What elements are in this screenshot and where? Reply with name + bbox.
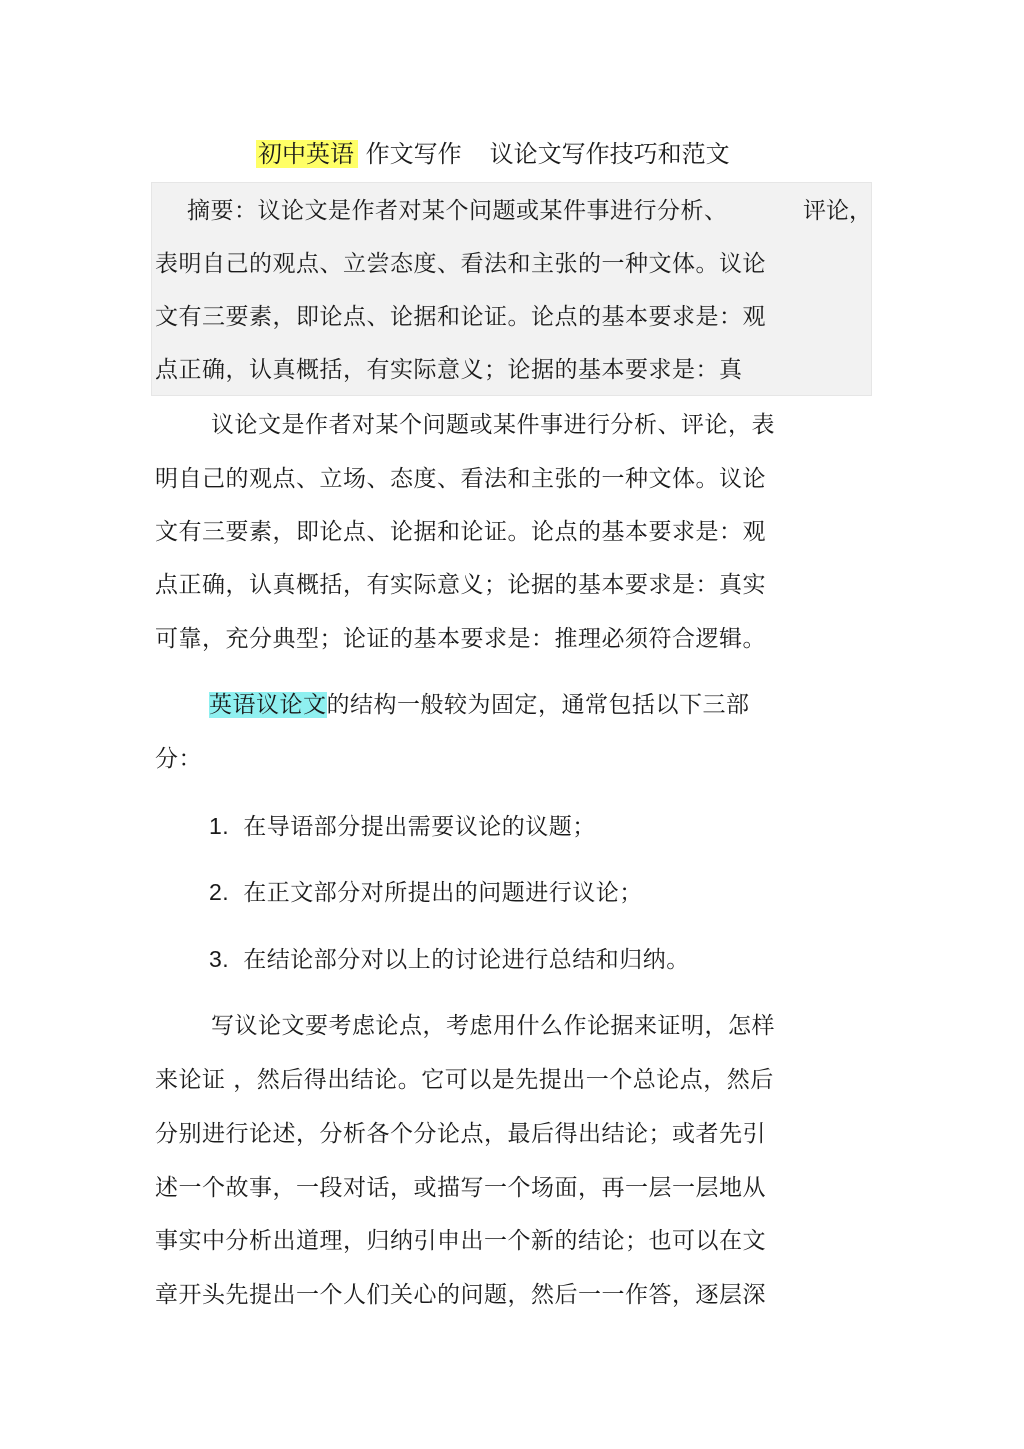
paragraph2-highlight: 英语议论文 [209, 692, 327, 718]
paragraph1-line-4: 点正确，认真概括，有实际意义；论据的基本要求是：真实 [155, 572, 766, 598]
abstract-comment: 评论， [803, 198, 872, 224]
list-text: 在结论部分对以上的讨论进行总结和归纳。 [243, 947, 690, 973]
title-part2: 议论文写作技巧和范文 [489, 140, 730, 168]
paragraph3-line-6: 章开头先提出一个人们关心的问题，然后一一作答，逐层深 [155, 1282, 766, 1308]
paragraph3-line-4: 述一个故事，一段对话，或描写一个场面，再一层一层地从 [155, 1175, 766, 1201]
title-highlight: 初中英语 [256, 140, 358, 168]
list-number: 2. [209, 879, 230, 905]
paragraph3-line-1: 写议论文要考虑论点，考虑用什么作论据来证明，怎样 [211, 1013, 775, 1039]
paragraph1-line-5: 可靠，充分典型；论证的基本要求是：推理必须符合逻辑。 [155, 626, 766, 652]
abstract-line-3: 文有三要素，即论点、论据和论证。论点的基本要求是：观 [155, 304, 766, 330]
paragraph3-line-3: 分别进行论述，分析各个分论点，最后得出结论；或者先引 [155, 1121, 766, 1147]
list-number: 3. [209, 946, 230, 972]
document-title [256, 137, 730, 171]
paragraph2-line-1 [209, 690, 750, 720]
paragraph2-line-2: 分： [155, 746, 202, 772]
list-item-1 [209, 811, 596, 842]
title-part1: 作文写作 [365, 140, 462, 168]
list-item-2 [209, 877, 643, 908]
list-text: 在正文部分对所提出的问题进行议论； [243, 880, 643, 906]
list-item-3 [209, 944, 690, 975]
abstract-line-2: 表明自己的观点、立尝态度、看法和主张的一种文体。议论 [155, 251, 766, 277]
list-text: 在导语部分提出需要议论的议题； [243, 814, 596, 840]
paragraph1-line-3: 文有三要素，即论点、论据和论证。论点的基本要求是：观 [155, 519, 766, 545]
abstract-line-1: 摘要：议论文是作者对某个问题或某件事进行分析、 [187, 198, 728, 224]
abstract-line-4: 点正确，认真概括，有实际意义；论据的基本要求是：真 [155, 357, 743, 383]
paragraph3-line-5: 事实中分析出道理，归纳引申出一个新的结论；也可以在文 [155, 1228, 766, 1254]
paragraph3-line-2: 来论证 ，然后得出结论。它可以是先提出一个总论点，然后 [155, 1067, 774, 1093]
list-number: 1. [209, 813, 230, 839]
paragraph1-line-2: 明自己的观点、立场、态度、看法和主张的一种文体。议论 [155, 466, 766, 492]
paragraph2-rest: 的结构一般较为固定，通常包括以下三部 [326, 692, 750, 718]
paragraph1-line-1: 议论文是作者对某个问题或某件事进行分析、评论，表 [211, 412, 775, 438]
